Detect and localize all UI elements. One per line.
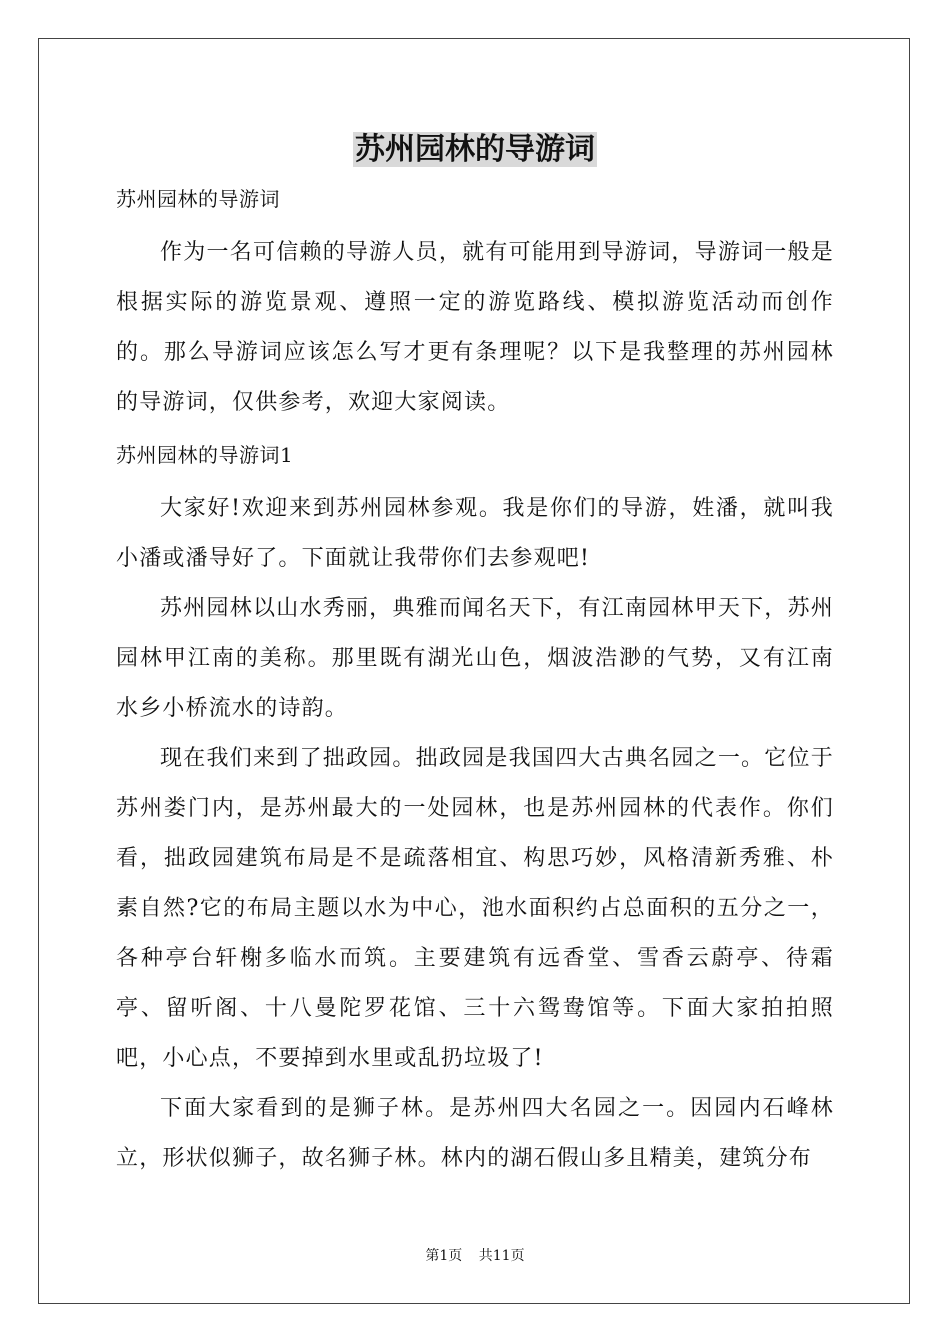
body-paragraph-1: 大家好!欢迎来到苏州园林参观。我是你们的导游，姓潘，就叫我小潘或潘导好了。下面就让我带你们去参观吧! bbox=[116, 496, 834, 571]
document-body bbox=[116, 180, 834, 1184]
intro-paragraph: 作为一名可信赖的导游人员，就有可能用到导游词，导游词一般是根据实际的游览景观、遵照一定的游览路线、模拟游览活动而创作的。那么导游词应该怎么写才更有条理呢？以下是我整理的苏州园林的导游词，仅供参考，欢迎大家阅读。 bbox=[116, 240, 834, 415]
body-paragraph-2: 苏州园林以山水秀丽，典雅而闻名天下，有江南园林甲天下，苏州园林甲江南的美称。那里既有湖光山色，烟波浩渺的气势，又有江南水乡小桥流水的诗韵。 bbox=[116, 596, 834, 721]
page-total: 共11页 bbox=[478, 1248, 525, 1264]
body-paragraph-3: 现在我们来到了拙政园。拙政园是我国四大古典名园之一。它位于苏州娄门内，是苏州最大的一处园林，也是苏州园林的代表作。你们看，拙政园建筑布局是不是疏落相宜、构思巧妙，风格清新秀雅、朴素自然?它的布局主题以水为中心，池水面积约占总面积的五分之一，各种亭台轩榭多临水而筑。主要建筑有远香堂、雪香云蔚亭、待霜亭、留听阁、十八曼陀罗花馆、三十六鸳鸯馆等。下面大家拍拍照吧，小心点，不要掉到水里或乱扔垃圾了! bbox=[116, 746, 834, 1071]
page-footer bbox=[0, 1247, 950, 1265]
document-title bbox=[0, 130, 950, 170]
document-title-text: 苏州园林的导游词 bbox=[355, 132, 595, 167]
document-subtitle: 苏州园林的导游词 bbox=[116, 187, 280, 211]
section-heading: 苏州园林的导游词1 bbox=[116, 443, 294, 467]
page-number: 第1页 bbox=[425, 1248, 463, 1264]
body-paragraph-4: 下面大家看到的是狮子林。是苏州四大名园之一。因园内石峰林立，形状似狮子，故名狮子林。林内的湖石假山多且精美，建筑分布 bbox=[116, 1096, 834, 1171]
